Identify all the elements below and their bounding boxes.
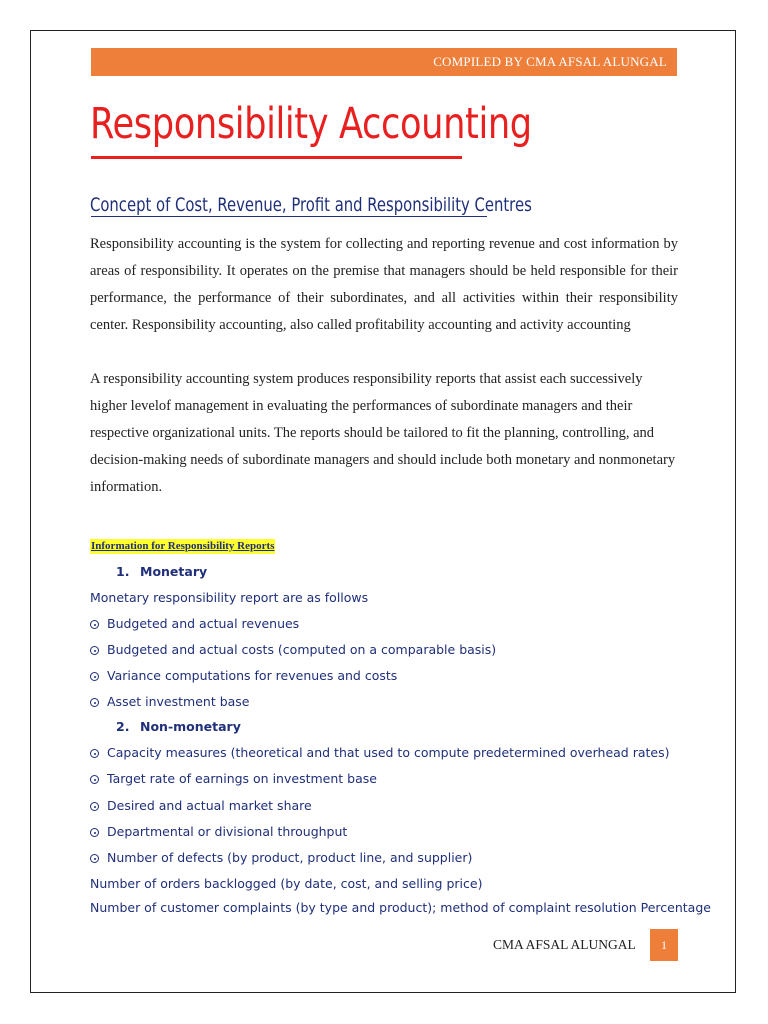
page-title: Responsibility Accounting — [90, 99, 532, 149]
monetary-label: Monetary — [140, 564, 208, 579]
intro-paragraph: Responsibility accounting is the system for collecting and reporting revenue and cost information by areas of responsibility. It operates on the premise that managers should be held responsible for their performance, the performance of their subordinates, and all activities within their responsibility center. Responsibility accounting, also called profitability accounting and activity accounting — [90, 236, 678, 333]
system-paragraph: A responsibility accounting system produces responsibility reports that assist each successively higher levelof management in evaluating the performances of subordinate managers and their respective organizational units. The reports should be tailored to fit the planning, controlling, and decision-making needs of subordinate managers and should include both monetary and nonmonetary information. — [90, 371, 676, 495]
circle-bullet-icon — [90, 749, 99, 758]
extra-line: Number of orders backlogged (by date, cost, and selling price) — [90, 876, 483, 891]
list-item: Number of defects (by product, product line, and supplier) — [90, 849, 472, 867]
title-underline — [91, 156, 462, 159]
list-item: Budgeted and actual revenues — [90, 615, 299, 633]
list-item: Target rate of earnings on investment base — [90, 770, 377, 788]
monetary-heading — [116, 564, 207, 579]
non-monetary-heading — [116, 719, 241, 734]
list-item: Departmental or divisional throughput — [90, 823, 347, 841]
circle-bullet-icon — [90, 828, 99, 837]
list-item: Budgeted and actual costs (computed on a comparable basis) — [90, 641, 496, 659]
non-monetary-label: Non-monetary — [140, 719, 241, 734]
circle-bullet-icon — [90, 854, 99, 863]
circle-bullet-icon — [90, 775, 99, 784]
list-item: Capacity measures (theoretical and that used to compute predetermined overhead rates) — [90, 744, 669, 762]
header-bar: COMPILED BY CMA AFSAL ALUNGAL — [91, 48, 677, 76]
monetary-intro: Monetary responsibility report are as follows — [90, 590, 369, 605]
circle-bullet-icon — [90, 646, 99, 655]
monetary-number: 1. — [116, 564, 130, 579]
circle-bullet-icon — [90, 698, 99, 707]
section-subtitle: Concept of Cost, Revenue, Profit and Responsibility Centres — [90, 194, 532, 216]
reports-heading: Information for Responsibility Reports — [91, 540, 275, 552]
list-item: Desired and actual market share — [90, 797, 312, 815]
non-monetary-number: 2. — [116, 719, 130, 734]
list-item: Asset investment base — [90, 693, 250, 711]
circle-bullet-icon — [90, 620, 99, 629]
circle-bullet-icon — [90, 672, 99, 681]
list-item: Variance computations for revenues and costs — [90, 667, 397, 685]
extra-line: Number of customer complaints (by type and product); method of complaint resolution Percentage — [90, 900, 711, 915]
subtitle-underline — [91, 216, 487, 217]
page-number: 1 — [650, 929, 678, 961]
footer-author: CMA AFSAL ALUNGAL — [493, 937, 636, 952]
circle-bullet-icon — [90, 802, 99, 811]
